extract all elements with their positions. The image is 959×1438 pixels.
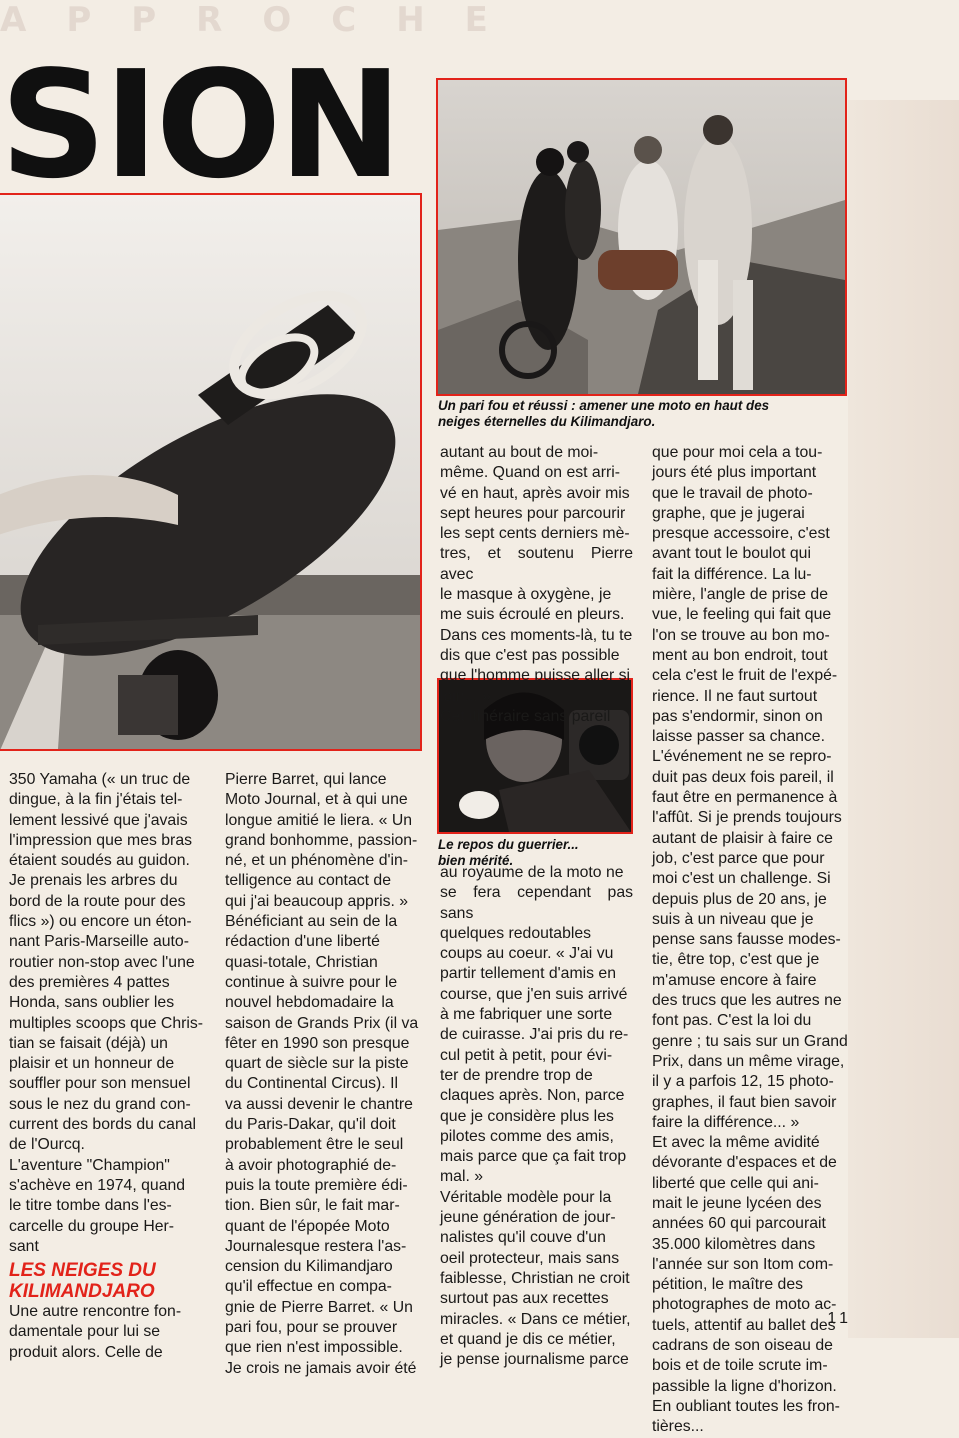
text-line: tian se faisait (déjà) un [9, 1034, 168, 1052]
text-line: souffler pour son mensuel [9, 1075, 191, 1093]
text-line: Pierre Barret, qui lance [225, 771, 387, 788]
text-line: tres, et soutenu Pierre avec [440, 545, 633, 583]
text-line: flics ») ou encore un éton- [9, 913, 192, 931]
text-line: mière, l'angle de prise de [652, 586, 829, 604]
text-line: l'affût. Si je prends toujours [652, 809, 842, 827]
kilimanjaro-photo [438, 80, 845, 394]
text-column-middle-left [225, 770, 420, 1379]
text-line: sant [9, 1237, 39, 1255]
text-line: sous le nez du grand con- [9, 1095, 191, 1113]
text-line: vé en haut, après avoir mis [440, 484, 630, 502]
text-line: surtout pas aux recettes [440, 1290, 609, 1308]
text-line: qu'il effectue en compa- [225, 1278, 392, 1296]
text-line: pense sans fausse modes- [652, 931, 841, 949]
text-line: tion. Bien sûr, le fait mar- [225, 1197, 400, 1215]
text-line: carcelle du groupe Her- [9, 1217, 175, 1235]
text-line: genre ; tu sais sur un Grand [652, 1032, 848, 1050]
text-line: Véritable modèle pour la [440, 1188, 612, 1206]
text-line: longue amitié le liera. « Un [225, 811, 413, 829]
text-line: 350 Yamaha (« un truc de [9, 771, 191, 788]
text-line: étaient soudés au guidon. [9, 852, 190, 870]
text-line: rience. Il ne faut surtout [652, 687, 818, 705]
text-line: Bénéficiant au sein de la [225, 913, 398, 931]
text-line: nant Paris-Marseille auto- [9, 933, 189, 951]
text-line: et quand je dis ce métier, [440, 1330, 616, 1348]
text-line: photographes de moto ac- [652, 1296, 837, 1314]
text-line: damentale pour lui se [9, 1323, 161, 1341]
text-line: à me fabriquer une sorte [440, 1006, 613, 1024]
text-line: des premières 4 pattes [9, 973, 170, 991]
text-line: que je considère plus les [440, 1107, 614, 1125]
text-line: gnie de Pierre Barret. « Un [225, 1298, 413, 1316]
caption-line: neiges éternelles du Kilimandjaro. [438, 414, 656, 429]
text-line: années 60 qui parcourait [652, 1215, 826, 1233]
text-line: Dans ces moments-là, tu te [440, 626, 633, 644]
text-line: oeil protecteur, mais sans [440, 1249, 620, 1267]
text-line: Cet itinéraire sans pareil [440, 707, 611, 725]
text-line: s'achève en 1974, quand [9, 1176, 186, 1194]
text-line: routier non-stop avec l'une [9, 953, 195, 971]
text-line: quant de l'épopée Moto [225, 1217, 390, 1235]
text-line: l'impression que mes bras [9, 831, 192, 849]
text-line: de cuirasse. J'ai pris du re- [440, 1026, 629, 1044]
text-line: dis que c'est pas possible [440, 646, 620, 664]
page-edge-shadow [848, 100, 959, 1338]
text-line: Journalesque restera l'as- [225, 1237, 407, 1255]
text-line: multiples scoops que Chris- [9, 1014, 204, 1032]
text-line: mal. » [440, 1168, 484, 1186]
text-line: job, c'est parce que pour [652, 849, 825, 867]
text-line: ter de prendre trop de [440, 1066, 593, 1084]
text-line: puis la toute première édi- [225, 1176, 408, 1194]
page-number: 11 [827, 1310, 852, 1327]
text-line: current des bords du canal [9, 1116, 197, 1134]
text-line: le titre tombe dans l'es- [9, 1197, 172, 1215]
text-line: LES NEIGES DU [9, 1260, 156, 1282]
section-subhead [9, 1260, 204, 1302]
text-line: quelques redoutables [440, 924, 592, 942]
faint-header-text: APPROCHE [0, 0, 528, 40]
text-line: saison de Grands Prix (il va [225, 1014, 419, 1032]
text-line: lement lessivé que j'avais [9, 811, 188, 829]
text-line: fait la différence. La lu- [652, 565, 812, 583]
text-line: m'amuse encore à faire [652, 971, 817, 989]
text-line: du Continental Circus). Il [225, 1075, 398, 1093]
text-column-middle-right-bottom [440, 863, 633, 1370]
caption-line: Un pari fou et réussi : amener une moto en haut des [438, 398, 770, 413]
text-line: miracles. « Dans ce métier, [440, 1310, 631, 1328]
text-line: cension du Kilimandjaro [225, 1258, 393, 1276]
kilimanjaro-photo-frame [436, 78, 847, 396]
text-line: Une autre rencontre fon- [9, 1303, 182, 1321]
text-line: moi c'est un challenge. Si [652, 870, 831, 888]
text-line: graphes, il faut bien savoir [652, 1093, 837, 1111]
text-line: tie, être top, c'est que je [652, 951, 820, 969]
text-line: pétition, le maître des [652, 1276, 804, 1294]
text-line: sept heures pour parcourir [440, 504, 626, 522]
text-line: liberté que celle qui ani- [652, 1174, 819, 1192]
text-line: suis à un niveau que je [652, 910, 814, 928]
text-line: continue à suivre pour le [225, 973, 398, 991]
text-line: au royaume de la moto ne [440, 864, 624, 881]
text-line: que pour moi cela a tou- [652, 444, 823, 461]
text-line: Honda, sans oublier les [9, 994, 175, 1012]
text-line: Et avec la même avidité [652, 1134, 820, 1152]
text-line: En oubliant toutes les fron- [652, 1397, 840, 1415]
text-line: nouvel hebdomadaire la [225, 994, 394, 1012]
text-line: pas s'endormir, sinon on [652, 707, 823, 725]
text-line: passible la ligne d'horizon. [652, 1377, 837, 1395]
text-line: que le travail de photo- [652, 484, 813, 502]
text-line: se fera cependant pas sans [440, 884, 633, 922]
text-line: Je crois ne jamais avoir été [225, 1359, 417, 1377]
text-line: dévorante d'espaces et de [652, 1154, 837, 1172]
aircraft-photo-frame [0, 193, 422, 751]
text-line: L'événement ne se repro- [652, 748, 832, 766]
text-line: fêter en 1990 son presque [225, 1034, 410, 1052]
text-line: qui j'ai beaucoup appris. » [225, 892, 409, 910]
text-line: de l'Ourcq. [9, 1136, 85, 1154]
text-column-left [9, 770, 204, 1363]
text-line: rédaction d'une liberté [225, 933, 380, 951]
text-line: quasi-totale, Christian [225, 953, 378, 971]
text-line: L'aventure "Champion" [9, 1156, 170, 1174]
text-line: les sept cents derniers mè- [440, 525, 630, 543]
text-line: l'on se trouve au bon mo- [652, 626, 830, 644]
text-line: Moto Journal, et à qui une [225, 791, 408, 809]
text-line: va aussi devenir le chantre [225, 1095, 413, 1113]
text-line: partir tellement d'amis en [440, 965, 616, 983]
text-line: que rien n'est impossible. [225, 1339, 403, 1357]
text-line: claques après. Non, parce [440, 1087, 625, 1105]
text-line: presque accessoire, c'est [652, 525, 830, 543]
text-line: depuis plus de 20 ans, je [652, 890, 827, 908]
text-line: cadrans de son oiseau de [652, 1337, 833, 1355]
text-line: il y a parfois 12, 15 photo- [652, 1073, 834, 1091]
text-line: grand bonhomme, passion- [225, 831, 418, 849]
headline: SION [0, 60, 400, 190]
text-line: le masque à oxygène, je [440, 586, 612, 604]
text-line: tières... [652, 1418, 704, 1436]
text-line: graphe, que je jugerai [652, 504, 805, 522]
text-line: avant tout le boulot qui [652, 545, 811, 563]
text-line: jours été plus important [652, 464, 817, 482]
text-line: autant au bout de moi- [440, 444, 599, 461]
text-line: plaisir et un honneur de [9, 1055, 175, 1073]
text-line: mait le jeune lycéen des [652, 1194, 822, 1212]
text-line: faiblesse, Christian ne croit [440, 1269, 630, 1287]
text-line: pari fou, pour se prouver [225, 1319, 398, 1337]
text-line: nalistes qu'il couve d'un [440, 1229, 606, 1247]
text-line: vue, le feeling qui fait que [652, 606, 832, 624]
text-line: Prix, dans un même virage, [652, 1052, 845, 1070]
text-line: ment au bon endroit, tout [652, 646, 828, 664]
caption-line: bien mérité. [438, 853, 514, 868]
text-line: l'année sur son Itom com- [652, 1255, 834, 1273]
text-line: cul petit à petit, pour évi- [440, 1046, 613, 1064]
kilimanjaro-caption [438, 398, 858, 430]
text-line: pilotes comme des amis, [440, 1127, 614, 1145]
text-column-right [652, 443, 848, 1438]
text-line: autant de plaisir à faire ce [652, 829, 833, 847]
caption-line: Le repos du guerrier... [438, 837, 579, 852]
text-line: à avoir photographié de- [225, 1156, 397, 1174]
text-line: faut être en permanence à [652, 789, 838, 807]
text-line: tuels, attentif au ballet des [652, 1316, 836, 1334]
text-line: coups au coeur. « J'ai vu [440, 945, 614, 963]
text-line: du Paris-Dakar, qu'il doit [225, 1116, 396, 1134]
text-line: duit pas deux fois pareil, il [652, 768, 834, 786]
text-line: produit alors. Celle de [9, 1343, 163, 1361]
text-line: bois et de toile scrute im- [652, 1357, 828, 1375]
text-line: Je prenais les arbres du [9, 872, 178, 890]
text-line: des trucs que les autres ne [652, 992, 842, 1010]
text-line: mais parce que ça fait trop [440, 1148, 627, 1166]
text-line: loin... » [440, 687, 491, 705]
text-line: que l'homme puisse aller si [440, 667, 631, 685]
text-line: probablement être le seul [225, 1136, 404, 1154]
text-line: jeune génération de jour- [440, 1209, 616, 1227]
text-line: 35.000 kilomètres dans [652, 1235, 816, 1253]
text-line: né, et un phénomène d'in- [225, 852, 409, 870]
text-line: faire la différence... » [652, 1113, 800, 1131]
text-line: quart de siècle sur la piste [225, 1055, 409, 1073]
propeller-aircraft-photo [0, 195, 420, 749]
text-column-middle-right-top [440, 443, 633, 727]
text-line: bord de la route pour des [9, 892, 186, 910]
text-line: laisse passer sa chance. [652, 728, 825, 746]
text-line: font pas. C'est la loi du [652, 1012, 812, 1030]
text-line: course, que j'en suis arrivé [440, 985, 628, 1003]
text-line: cela c'est le fruit de l'expé- [652, 667, 838, 685]
text-line: je pense journalisme parce [440, 1351, 629, 1369]
text-line: KILIMANDJARO [9, 1281, 155, 1303]
text-line: telligence au contact de [225, 872, 391, 890]
text-line: me suis écroulé en pleurs. [440, 606, 625, 624]
text-line: même. Quand on est arri- [440, 464, 620, 482]
text-line: dingue, à la fin j'étais tel- [9, 791, 183, 809]
